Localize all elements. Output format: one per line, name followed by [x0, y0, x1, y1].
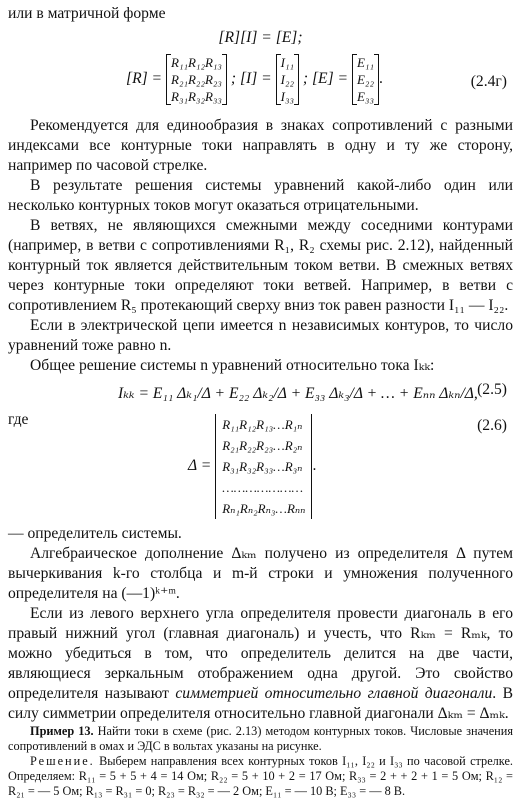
solution	[8, 754, 513, 799]
equation-2-5: Iₖₖ = E₁₁ Δₖ₁/Δ + E₂₂ Δₖ₂/Δ + E₃₃ Δₖ₃/Δ + … + Eₙₙ Δₖₙ/Δ,	[118, 385, 478, 402]
matrix-equation: [R][I] = [E];	[218, 29, 303, 46]
solution-label: Решение.	[30, 754, 95, 768]
equation-number-2-5: (2.5)	[477, 381, 507, 398]
example-label: Пример 13.	[30, 724, 94, 738]
equation-number-2-4g: (2.4г)	[470, 73, 507, 90]
determinant-block: Δ = R₁₁R₁₂R₁₃…R₁ₙ R₂₁R₂₂R₂₃…R₂ₙ R₃₁R₃₂R₃₃…R₃ₙ ………………… Rₙ₁Rₙ₂Rₙ₃…Rₙₙ .	[188, 414, 316, 519]
equation-number-2-6: (2.6)	[477, 417, 507, 434]
matrix-i-label: ; [I] =	[230, 70, 272, 88]
example-text: Найти токи в схеме (рис. 2.13) методом контурных токов. Числовые значения сопротивлений в омах и ЭДС в вольтах указаны на рисунке.	[8, 724, 513, 753]
matrix-i-row: I₁₁	[280, 55, 294, 70]
paragraph-1: Рекомендуется для единообразия в знаках сопротивлений с разными индексами все контурные токи направлять в одну и ту же сторону, например по часовой стрелке.	[8, 117, 513, 174]
determinant	[215, 414, 312, 519]
matrix-e-row: E₁₁	[356, 55, 374, 70]
paragraph-7-start: Если из левого верхнего угла определителя провести диагональ в его правый нижний угол (главная диагональ) и учесть, что Rₖₘ = Rₘₖ, то можно убедиться в том, что определитель делится на две части, являющиеся зеркальным отображением одна другой. Это свойство определителя называют	[8, 605, 513, 702]
paragraph-6: Алгебраическое дополнение Δₖₘ получено из определителя Δ путем вычеркивания k-го столбца и m-й строки и умножения полученного определителя на (—1)ᵏ⁺ᵐ.	[8, 545, 513, 602]
paragraph-7-emphasis: симметрией относительно главной диагонали	[175, 685, 493, 702]
paragraph-3: В ветвях, не являющихся смежными между соседними контурами (например, в ветви с сопротивлениями R₁, R₂ схемы рис. 2.12), найденный контурный ток является действительным током ветви. В смежных ветвях через контурные токи определяют токи ветвей. Например, в ветви с сопротивлением R₅ протекающий сверху вниз ток равен разности I₁₁ — I₂₂.	[8, 217, 513, 314]
paragraph-5: Общее решение системы n уравнений относительно тока Iₖₖ:	[30, 357, 435, 374]
determinant-row-item: R₂₁R₂₂R₂₃…R₂ₙ	[222, 438, 303, 453]
matrix-definitions	[8, 52, 513, 116]
determinant-row	[8, 412, 513, 524]
example-13	[8, 724, 513, 754]
paragraph-4: Если в электрической цепи имеется n независимых контуров, то число уравнений тоже равно n.	[8, 317, 513, 354]
page	[8, 4, 513, 799]
matrix-r-label: [R] =	[126, 70, 163, 88]
determinant-row-item: Rₙ₁Rₙ₂Rₙ₃…Rₙₙ	[222, 501, 306, 516]
intro-text: или в матричной форме	[8, 5, 166, 22]
solution-text: Выберем направления всех контурных токов I₁₁, I₂₂ и I₃₃ по часовой стрелке. Определяем: R₁₁ = 5 + 5 + 4 = 14 Ом; R₂₂ = 5 + 10 + 2 = 17 Ом; R₃₃ = 2 + + 2 + 1 = 5 Ом; R₁₂ = R₂₁ = — 5 Ом; R₁₃ = R₃₁ = 0; R₂₃ = R₃₂ = — 2 Ом; E₁₁ = — 10 В; E₃₃ = — 8 В.	[8, 754, 513, 798]
matrix-r-row: R₃₁R₃₂R₃₃	[171, 89, 222, 104]
equation-2-5-row	[8, 376, 513, 410]
matrix-i-row: I₃₃	[280, 89, 294, 104]
matrix-e	[352, 54, 379, 105]
matrix-e-row: E₂₂	[356, 72, 374, 87]
paragraph-7	[8, 604, 513, 724]
determinant-row-item: R₃₁R₃₂R₃₃…R₃ₙ	[222, 459, 303, 474]
matrix-e-label: ; [E] =	[302, 70, 349, 88]
matrix-e-row: E₃₃	[356, 89, 374, 104]
matrix-r-row: R₂₁R₂₂R₂₃	[171, 72, 222, 87]
determinant-caption: — определитель системы.	[8, 525, 182, 542]
where-text: где	[8, 411, 29, 428]
paragraph-7-end: . В силу симметрии определителя относительно главной диагонали Δₖₘ = Δₘₖ.	[8, 685, 513, 722]
matrix-i	[276, 54, 299, 105]
paragraph-2: В результате решения системы уравнений какой-либо один или несколько контурных токов могут оказаться отрицательными.	[8, 177, 513, 214]
matrix-r-row: R₁₁R₁₂R₁₃	[171, 55, 222, 70]
matrix-block: [R] = R₁₁R₁₂R₁₃ R₂₁R₂₂R₂₃ R₃₁R₃₂R₃₃ ; [I] = I₁₁ I₂₂ I₃₃ ; [E] = E₁₁ E₂₂ E₃₃ .	[126, 55, 383, 104]
delta-label: Δ =	[188, 457, 212, 475]
matrix-r	[166, 54, 227, 105]
matrix-i-row: I₂₂	[280, 72, 294, 87]
determinant-row-item: R₁₁R₁₂R₁₃…R₁ₙ	[222, 417, 303, 432]
determinant-row-item: …………………	[222, 480, 304, 495]
